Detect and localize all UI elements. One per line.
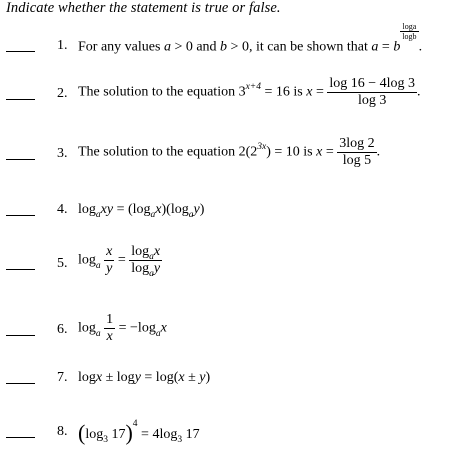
question-text: The solution to the equation $2(2^{3x}) = 10$ is x = $\frac{3\log 2}{\log 5}$ . [78, 136, 381, 168]
answer-blank[interactable] [6, 99, 35, 100]
answer-blank[interactable] [6, 159, 35, 160]
question-number: 4. [57, 202, 68, 217]
question-text: logx ± logy = log(x ± y) [78, 370, 211, 385]
exponent-fraction: $\frac{\log a}{\log b}$ [402, 22, 417, 41]
question-text: $\log_axy = (\log_ax)(\log_ay)$ [78, 202, 205, 220]
question-number: 5. [57, 256, 68, 271]
question-number: 8. [57, 424, 68, 439]
solution-fraction: $\frac{\log 16 - 4\log 3}{\log 3}$ [329, 76, 416, 108]
question-number: 7. [57, 370, 68, 385]
argument-fraction: $\frac{x}{y}$ [106, 244, 113, 276]
answer-blank[interactable] [6, 437, 35, 438]
question-text: The solution to the equation $3^{x+4} = 16$ is x = $\frac{\log 16 - 4\log 3}{\log 3}$ . [78, 76, 421, 108]
question-text: $\log_a$ $\frac{1}{x}$ = $-\log_ax$ [78, 312, 167, 344]
question-number: 1. [57, 38, 68, 53]
question-number: 3. [57, 146, 68, 161]
question-text: ($\log_3$ $17)^4 = 4\log_3$ 17 [78, 419, 200, 445]
question-text: $\log_a$ $\frac{x}{y}$ = $\frac{\log_ax}{\log_ay}$ [78, 244, 161, 279]
answer-blank[interactable] [6, 51, 35, 52]
question-text: For any values a > 0 and b > 0, it can be shown that a = b $\frac{\log a}{\log b}$ . [78, 22, 423, 55]
quotient-fraction: $\frac{\log_ax}{\log_ay}$ [131, 244, 161, 279]
answer-blank[interactable] [6, 335, 35, 336]
instructions-heading: Indicate whether the statement is true or false. [6, 0, 281, 16]
solution-fraction: $\frac{3\log 2}{\log 5}$ [339, 136, 375, 168]
answer-blank[interactable] [6, 215, 35, 216]
argument-fraction: $\frac{1}{x}$ [106, 312, 114, 344]
answer-blank[interactable] [6, 269, 35, 270]
answer-blank[interactable] [6, 383, 35, 384]
question-number: 6. [57, 322, 68, 337]
question-number: 2. [57, 86, 68, 101]
